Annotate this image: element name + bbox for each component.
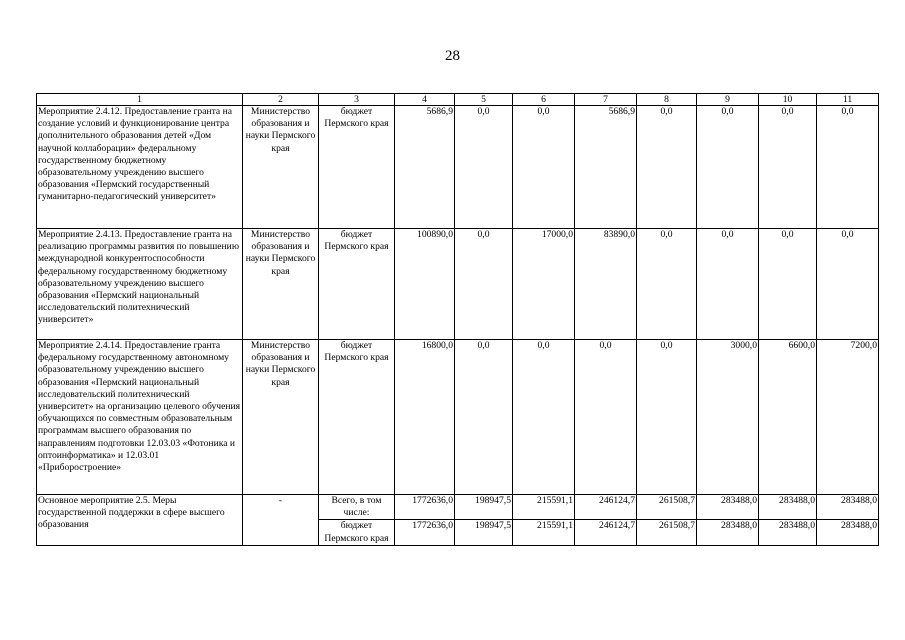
column-header: 11 — [817, 94, 879, 106]
amount-year: 0,0 — [455, 340, 513, 495]
table-row-total — [37, 495, 879, 520]
amount-year: 261508,7 — [637, 520, 697, 545]
amount-year: 3000,0 — [697, 340, 759, 495]
amount-year: 246124,7 — [575, 495, 637, 520]
amount-year: 0,0 — [637, 340, 697, 495]
amount-year: 0,0 — [455, 229, 513, 340]
amount-year: 283488,0 — [817, 520, 879, 545]
amount-year: 198947,5 — [455, 495, 513, 520]
amount-year: 0,0 — [759, 106, 817, 229]
amount-year: 0,0 — [697, 229, 759, 340]
amount-year: 0,0 — [697, 106, 759, 229]
main-event-name: Основное мероприятие 2.5. Меры государственной поддержки в сфере высшего образования — [37, 495, 243, 546]
amount-year: 0,0 — [637, 229, 697, 340]
budget-table — [36, 93, 879, 546]
table-row — [37, 106, 879, 229]
column-header: 6 — [513, 94, 575, 106]
amount-year: 261508,7 — [637, 495, 697, 520]
column-header: 4 — [395, 94, 455, 106]
column-header: 5 — [455, 94, 513, 106]
funding-source: бюджет Пермского края — [319, 106, 395, 229]
column-header: 3 — [319, 94, 395, 106]
column-header: 2 — [243, 94, 319, 106]
executor: Министерство образования и науки Пермского края — [243, 229, 319, 340]
amount-year: 0,0 — [513, 340, 575, 495]
amount-total: 1772636,0 — [395, 520, 455, 545]
amount-year: 0,0 — [817, 229, 879, 340]
amount-year: 5686,9 — [575, 106, 637, 229]
amount-year: 0,0 — [759, 229, 817, 340]
amount-year: 6600,0 — [759, 340, 817, 495]
amount-total: 100890,0 — [395, 229, 455, 340]
event-name: Мероприятие 2.4.14. Предоставление гранта федеральному государственному автономному образовательному учреждению высшего образования «Пермский национальный исследовательский политехнический университет» на организацию целевого обучения обучающихся по совместным образовательным программам высшего образования по направлениям подготовки 12.03.03 «Фотоника и оптоинформатика» и 12.03.01 «Приборостроение» — [37, 340, 243, 495]
amount-year: 83890,0 — [575, 229, 637, 340]
column-header: 1 — [37, 94, 243, 106]
funding-source: бюджет Пермского края — [319, 340, 395, 495]
executor: Министерство образования и науки Пермского края — [243, 340, 319, 495]
amount-year: 283488,0 — [759, 520, 817, 545]
amount-year: 0,0 — [637, 106, 697, 229]
page-number: 28 — [445, 48, 460, 64]
amount-total: 1772636,0 — [395, 495, 455, 520]
amount-year: 7200,0 — [817, 340, 879, 495]
amount-year: 246124,7 — [575, 520, 637, 545]
amount-year: 0,0 — [575, 340, 637, 495]
column-header: 9 — [697, 94, 759, 106]
table-row — [37, 340, 879, 495]
amount-year: 215591,1 — [513, 495, 575, 520]
amount-year: 215591,1 — [513, 520, 575, 545]
event-name: Мероприятие 2.4.13. Предоставление гранта на реализацию программы развития по повышению международной конкурентоспособности федеральному государственному бюджетному образовательному учреждению высшего образования «Пермский национальный исследовательский политехнический университет» — [37, 229, 243, 340]
amount-total: 5686,9 — [395, 106, 455, 229]
column-number-row — [37, 94, 879, 106]
column-header: 10 — [759, 94, 817, 106]
table-row — [37, 229, 879, 340]
amount-year: 198947,5 — [455, 520, 513, 545]
amount-year: 0,0 — [817, 106, 879, 229]
amount-year: 283488,0 — [759, 495, 817, 520]
funding-source: Всего, в том числе: — [319, 495, 395, 520]
column-header: 7 — [575, 94, 637, 106]
event-name: Мероприятие 2.4.12. Предоставление гранта на создание условий и функционирование центра дополнительного образования детей «Дом научной коллаборации» федеральному государственному бюджетному образовательному учреждению высшего образования «Пермский государственный гуманитарно-педагогический университет» — [37, 106, 243, 229]
funding-source: бюджет Пермского края — [319, 520, 395, 545]
amount-year: 283488,0 — [817, 495, 879, 520]
executor: - — [243, 495, 319, 546]
amount-year: 17000,0 — [513, 229, 575, 340]
amount-total: 16800,0 — [395, 340, 455, 495]
funding-source: бюджет Пермского края — [319, 229, 395, 340]
amount-year: 283488,0 — [697, 520, 759, 545]
amount-year: 283488,0 — [697, 495, 759, 520]
column-header: 8 — [637, 94, 697, 106]
amount-year: 0,0 — [455, 106, 513, 229]
amount-year: 0,0 — [513, 106, 575, 229]
executor: Министерство образования и науки Пермского края — [243, 106, 319, 229]
